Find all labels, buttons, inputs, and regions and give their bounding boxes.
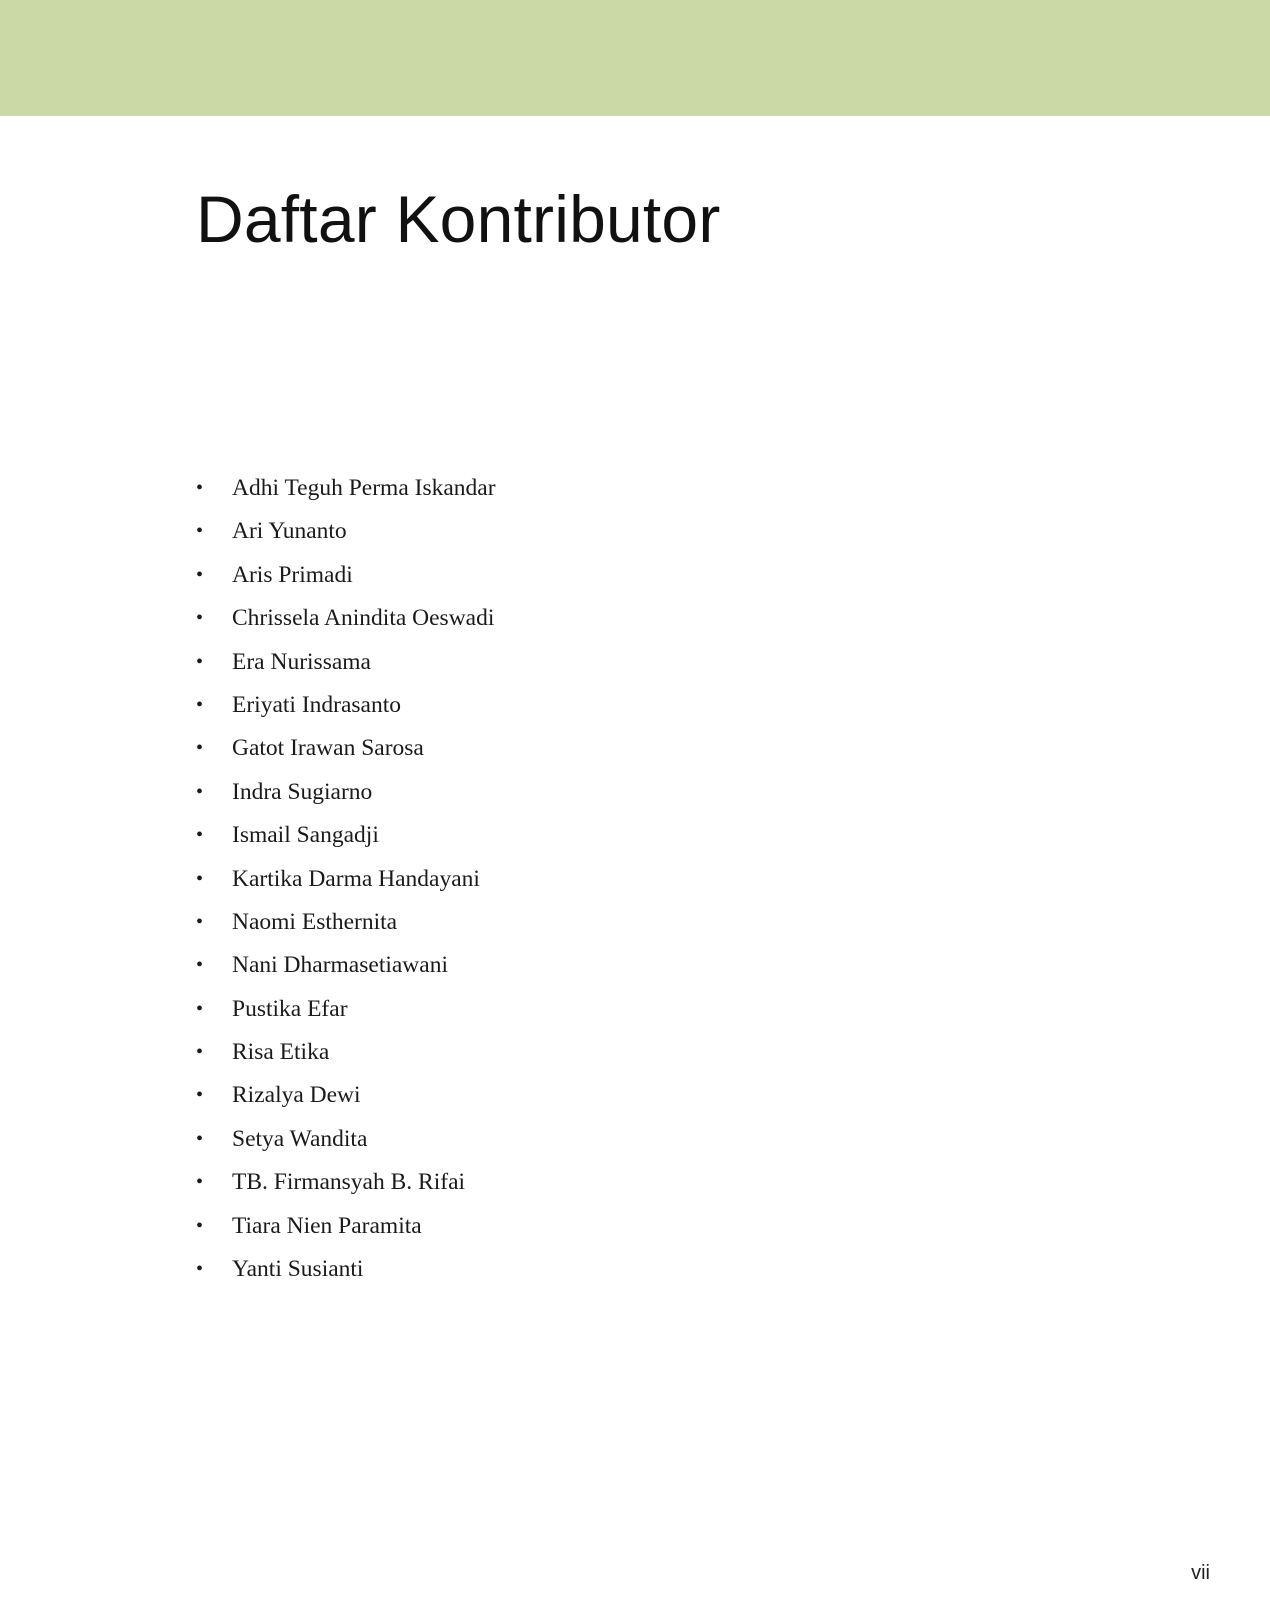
bullet-icon: • — [196, 1127, 204, 1150]
page-number: vii — [1191, 1562, 1210, 1584]
contributor-name: Era Nurissama — [232, 648, 371, 675]
bullet-icon: • — [196, 997, 204, 1020]
contributor-name: Nani Dharmasetiawani — [232, 952, 448, 979]
page-title: Daftar Kontributor — [196, 182, 721, 256]
contributor-name: Rizalya Dewi — [232, 1082, 361, 1109]
contributor-name: Aris Primadi — [232, 561, 353, 588]
bullet-icon: • — [196, 607, 204, 630]
bullet-icon: • — [196, 824, 204, 847]
contributor-name: Setya Wandita — [232, 1125, 368, 1152]
contributor-name: Ari Yunanto — [232, 518, 347, 545]
bullet-icon: • — [196, 780, 204, 803]
bullet-icon: • — [196, 737, 204, 760]
header-band — [0, 0, 1270, 116]
contributor-name: Naomi Esthernita — [232, 908, 398, 935]
contributor-name: Pustika Efar — [232, 995, 348, 1022]
bullet-icon: • — [196, 650, 204, 673]
bullet-icon: • — [196, 910, 204, 933]
bullet-icon: • — [196, 1041, 204, 1064]
bullet-icon: • — [196, 693, 204, 716]
bullet-icon: • — [196, 520, 204, 543]
bullet-icon: • — [196, 954, 204, 977]
bullet-icon: • — [196, 477, 204, 499]
contributor-name: Gatot Irawan Sarosa — [232, 735, 424, 762]
contributor-name: TB. Firmansyah B. Rifai — [232, 1169, 466, 1196]
contributor-name: Yanti Susianti — [232, 1256, 364, 1283]
bullet-icon: • — [196, 1258, 204, 1281]
bullet-icon: • — [196, 563, 204, 586]
contributor-name: Tiara Nien Paramita — [232, 1212, 422, 1239]
bullet-icon: • — [196, 1084, 204, 1107]
contributor-name: Adhi Teguh Perma Iskandar — [232, 475, 496, 501]
bullet-icon: • — [196, 867, 204, 890]
contributor-name: Eriyati Indrasanto — [232, 691, 402, 718]
contributor-name: Kartika Darma Handayani — [232, 865, 480, 892]
bullet-icon: • — [196, 1171, 204, 1194]
bullet-icon: • — [196, 1214, 204, 1237]
contributor-name: Chrissela Anindita Oeswadi — [232, 605, 495, 632]
contributor-name: Indra Sugiarno — [232, 778, 373, 805]
contributor-name: Ismail Sangadji — [232, 822, 379, 849]
contributor-name: Risa Etika — [232, 1039, 330, 1066]
